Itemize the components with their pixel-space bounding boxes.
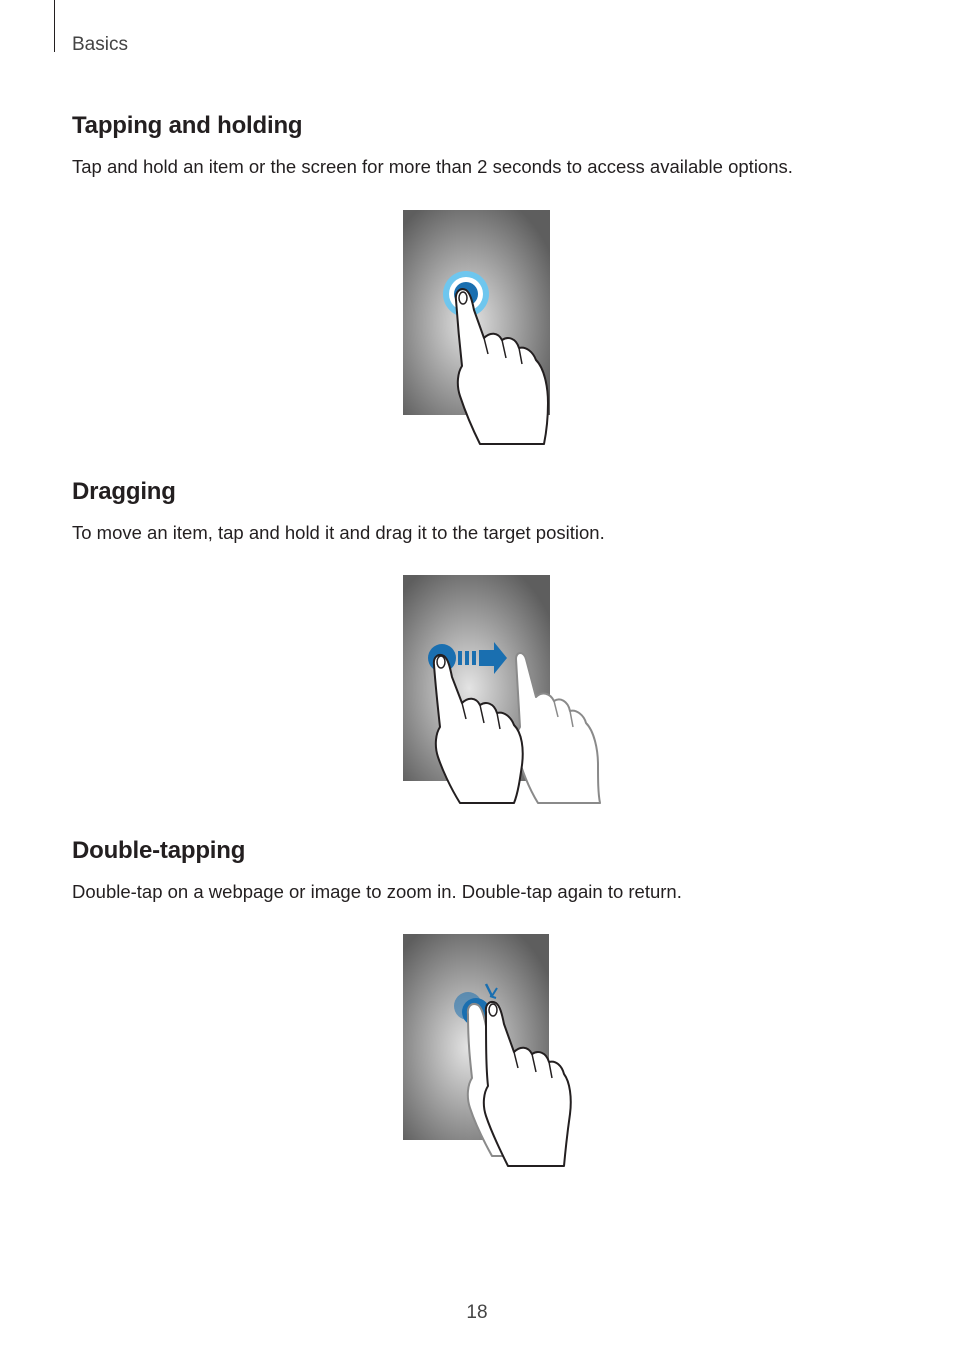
section-body: Tap and hold an item or the screen for more than 2 seconds to access available options.	[72, 156, 793, 177]
section-title: Double-tapping	[72, 837, 246, 864]
drag-gesture-icon	[400, 573, 610, 809]
section-tapping-and-holding	[72, 112, 892, 178]
section-body: Double-tap on a webpage or image to zoom in. Double-tap again to return.	[72, 881, 682, 902]
section-dragging	[72, 478, 892, 544]
tap-and-hold-gesture-icon	[400, 208, 560, 448]
section-title: Dragging	[72, 478, 176, 505]
header-rule	[54, 0, 55, 52]
section-title: Tapping and holding	[72, 112, 303, 139]
section-double-tapping	[72, 837, 892, 903]
running-header: Basics	[72, 34, 128, 55]
page-number: 18	[466, 1302, 488, 1323]
section-body: To move an item, tap and hold it and drag it to the target position.	[72, 522, 605, 543]
double-tap-gesture-icon	[400, 932, 575, 1174]
